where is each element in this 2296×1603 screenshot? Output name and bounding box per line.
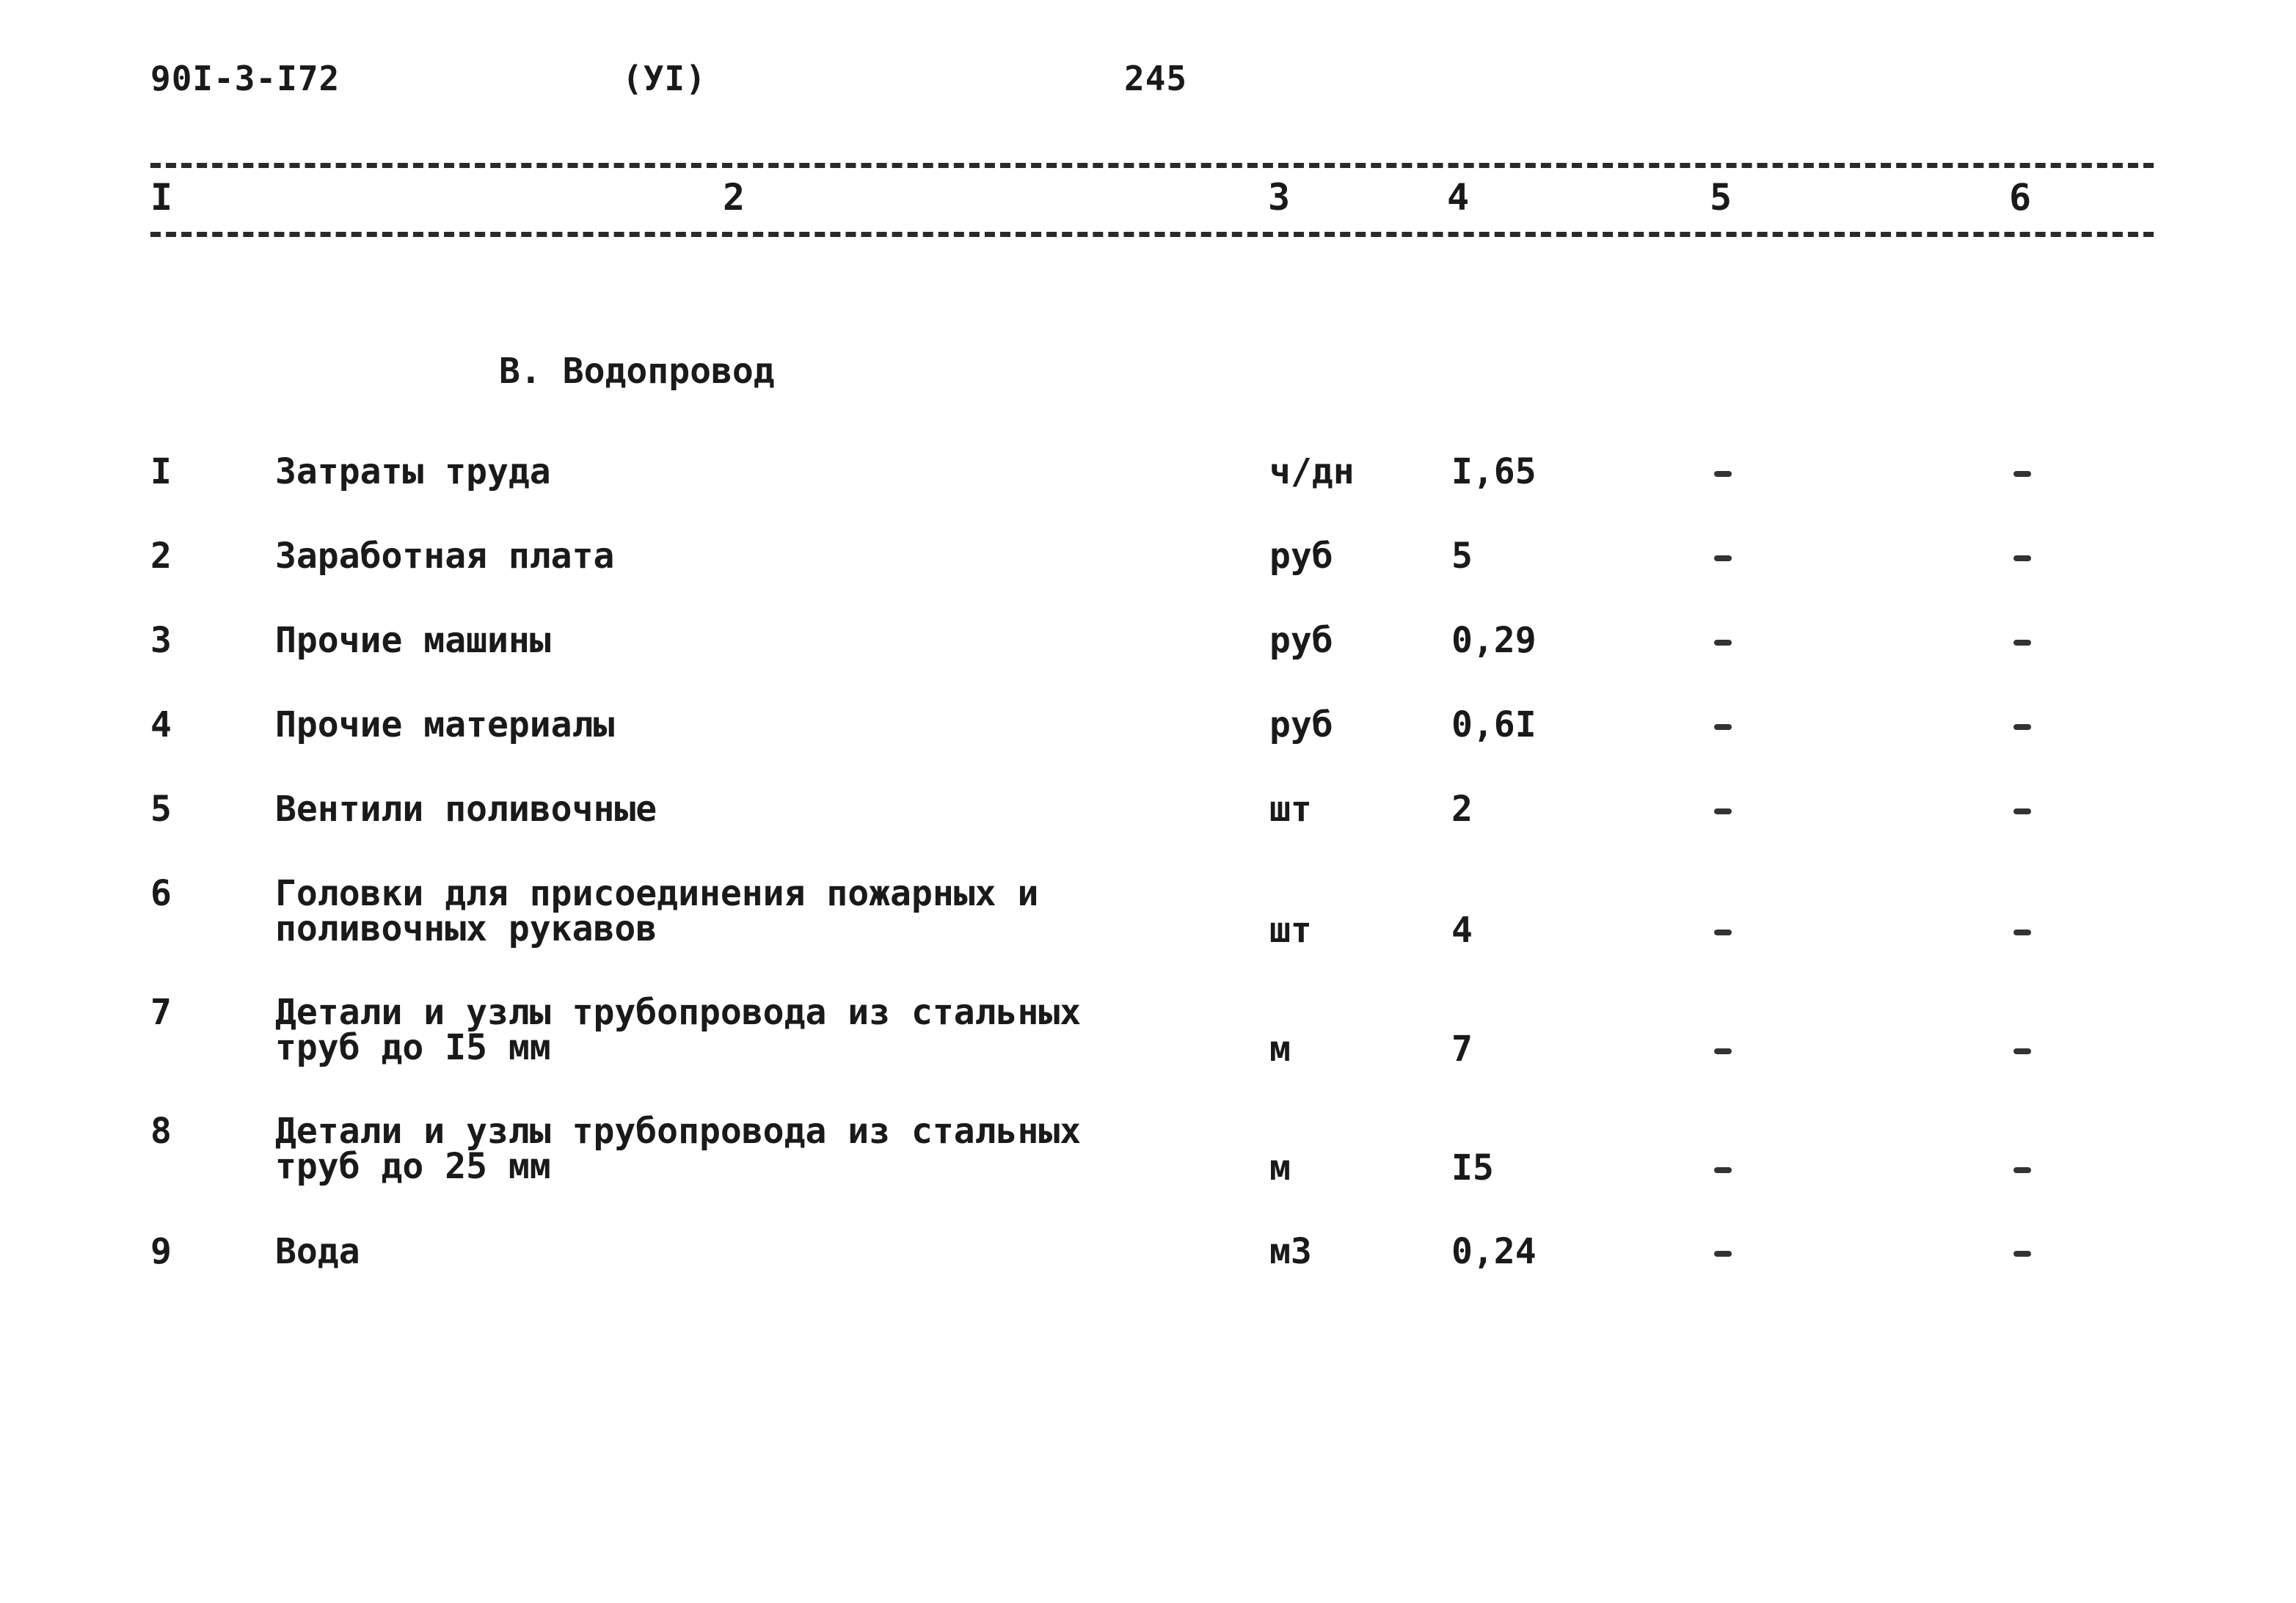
row-unit: руб bbox=[1269, 704, 1333, 745]
row-name-line: поливочных рукавов bbox=[275, 908, 657, 949]
row-quantity: 5 bbox=[1451, 536, 1473, 577]
row-unit: м bbox=[1269, 1029, 1291, 1070]
row-col5-dash bbox=[1714, 930, 1732, 935]
row-number: 7 bbox=[150, 992, 172, 1033]
row-name-line: Заработная плата bbox=[275, 536, 615, 577]
page-number: 245 bbox=[1124, 59, 1188, 98]
row-name-line: Прочие машины bbox=[275, 620, 551, 661]
row-quantity: 4 bbox=[1451, 910, 1473, 951]
row-unit: руб bbox=[1269, 536, 1333, 577]
row-col6-dash bbox=[2013, 471, 2031, 477]
row-col5-dash bbox=[1714, 1167, 1732, 1173]
column-number-2: 2 bbox=[723, 176, 746, 219]
column-number-5: 5 bbox=[1710, 176, 1732, 219]
row-unit: шт bbox=[1269, 910, 1312, 951]
row-name-line: Прочие материалы bbox=[275, 704, 615, 745]
document-code: 90I-3-I72 bbox=[150, 59, 340, 98]
row-unit: шт bbox=[1269, 789, 1312, 830]
row-number: 9 bbox=[150, 1231, 172, 1272]
row-name-line: труб до 25 мм bbox=[275, 1146, 551, 1187]
row-col6-dash bbox=[2013, 930, 2031, 935]
row-col5-dash bbox=[1714, 1251, 1732, 1257]
row-col6-dash bbox=[2013, 1048, 2031, 1054]
row-unit: ч/дн bbox=[1269, 451, 1355, 492]
row-name-line: Детали и узлы трубопровода из стальных bbox=[275, 1111, 1082, 1152]
volume-label: (УI) bbox=[622, 59, 707, 98]
row-col5-dash bbox=[1714, 808, 1732, 814]
top-dashed-rule bbox=[150, 163, 2154, 168]
row-unit: м bbox=[1269, 1147, 1291, 1188]
row-quantity: I5 bbox=[1451, 1147, 1494, 1188]
row-quantity: 0,24 bbox=[1451, 1231, 1537, 1272]
row-number: 2 bbox=[150, 536, 172, 577]
row-name-line: Вода bbox=[275, 1231, 360, 1272]
row-col6-dash bbox=[2013, 1251, 2031, 1257]
row-number: I bbox=[150, 451, 172, 492]
row-quantity: 0,6I bbox=[1451, 704, 1537, 745]
row-unit: руб bbox=[1269, 620, 1333, 661]
row-col5-dash bbox=[1714, 471, 1732, 477]
section-title: В. Водопровод bbox=[499, 351, 775, 392]
row-col5-dash bbox=[1714, 640, 1732, 646]
row-name-line: Детали и узлы трубопровода из стальных bbox=[275, 992, 1082, 1033]
row-quantity: 0,29 bbox=[1451, 620, 1537, 661]
column-number-4: 4 bbox=[1447, 176, 1470, 219]
row-quantity: I,65 bbox=[1451, 451, 1537, 492]
row-col6-dash bbox=[2013, 724, 2031, 730]
column-number-3: 3 bbox=[1268, 176, 1291, 219]
row-name-line: Вентили поливочные bbox=[275, 789, 657, 830]
row-name-line: Головки для присоединения пожарных и bbox=[275, 873, 1039, 914]
row-col5-dash bbox=[1714, 724, 1732, 730]
row-unit: м3 bbox=[1269, 1231, 1312, 1272]
row-col5-dash bbox=[1714, 555, 1732, 561]
column-number-1: I bbox=[150, 176, 173, 219]
row-col6-dash bbox=[2013, 808, 2031, 814]
row-quantity: 7 bbox=[1451, 1029, 1473, 1070]
row-number: 6 bbox=[150, 873, 172, 914]
row-name-line: Затраты труда bbox=[275, 451, 551, 492]
column-number-6: 6 bbox=[2009, 176, 2032, 219]
row-number: 8 bbox=[150, 1111, 172, 1152]
row-number: 5 bbox=[150, 789, 172, 830]
row-col6-dash bbox=[2013, 1167, 2031, 1173]
bottom-dashed-rule bbox=[150, 232, 2154, 237]
row-number: 4 bbox=[150, 704, 172, 745]
row-quantity: 2 bbox=[1451, 789, 1473, 830]
row-number: 3 bbox=[150, 620, 172, 661]
row-name-line: труб до I5 мм bbox=[275, 1027, 551, 1068]
row-col6-dash bbox=[2013, 640, 2031, 646]
row-col5-dash bbox=[1714, 1048, 1732, 1054]
row-col6-dash bbox=[2013, 555, 2031, 561]
